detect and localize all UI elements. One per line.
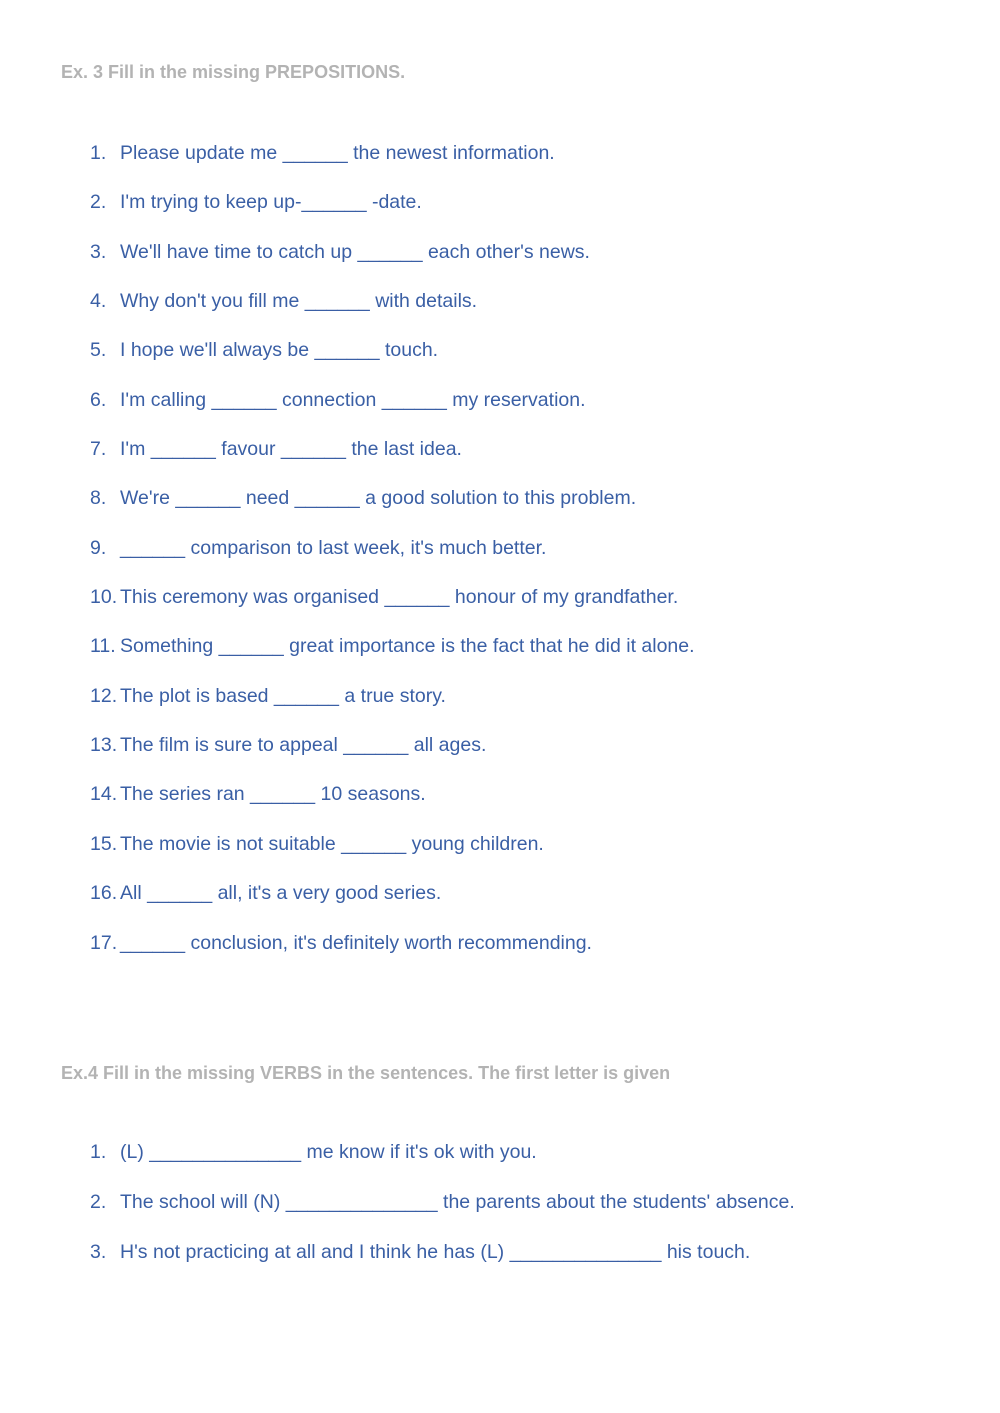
exercise4-title: Ex.4 Fill in the missing VERBS in the sentences. The first letter is given xyxy=(61,1063,671,1083)
exercise3-title: Ex. 3 Fill in the missing PREPOSITIONS. xyxy=(61,62,406,82)
item-number: 2. xyxy=(90,1191,107,1213)
list-item xyxy=(90,290,695,339)
list-item xyxy=(90,1241,795,1291)
item-sentence: I'm trying to keep up-______ -date. xyxy=(120,191,422,214)
item-sentence: Something ______ great importance is the fact that he did it alone. xyxy=(120,635,695,658)
item-number: 8. xyxy=(90,487,107,510)
exercise4-list xyxy=(90,1141,795,1291)
item-number: 11. xyxy=(90,635,116,658)
item-number: 3. xyxy=(90,240,107,263)
item-sentence: The movie is not suitable ______ young children. xyxy=(120,832,544,855)
list-item xyxy=(90,389,695,438)
item-sentence: The school will (N) ______________ the parents about the students' absence. xyxy=(120,1191,795,1213)
list-item xyxy=(90,685,695,734)
item-number: 2. xyxy=(90,191,107,214)
item-number: 1. xyxy=(90,1141,107,1163)
item-sentence: ______ conclusion, it's definitely worth recommending. xyxy=(120,931,592,954)
list-item xyxy=(90,734,695,783)
item-sentence: The plot is based ______ a true story. xyxy=(120,684,446,707)
list-item xyxy=(90,833,695,882)
list-item xyxy=(90,191,695,240)
list-item xyxy=(90,487,695,536)
list-item xyxy=(90,142,695,191)
list-item xyxy=(90,1141,795,1191)
item-number: 3. xyxy=(90,1241,107,1263)
item-number: 1. xyxy=(90,142,107,164)
item-number: 15. xyxy=(90,832,118,855)
list-item xyxy=(90,586,695,635)
item-sentence: H's not practicing at all and I think he has (L) ______________ his touch. xyxy=(120,1241,751,1263)
item-sentence: We're ______ need ______ a good solution to this problem. xyxy=(120,487,637,510)
list-item xyxy=(90,241,695,290)
item-number: 10. xyxy=(90,586,118,609)
list-item xyxy=(90,339,695,388)
item-number: 7. xyxy=(90,438,107,461)
item-sentence: I'm ______ favour ______ the last idea. xyxy=(120,438,462,461)
list-item xyxy=(90,932,695,981)
item-sentence: The series ran ______ 10 seasons. xyxy=(120,783,426,806)
item-sentence: ______ comparison to last week, it's much better. xyxy=(120,536,547,559)
item-sentence: We'll have time to catch up ______ each other's news. xyxy=(120,240,590,263)
item-sentence: (L) ______________ me know if it's ok with you. xyxy=(120,1141,537,1163)
item-number: 6. xyxy=(90,388,107,411)
item-number: 5. xyxy=(90,339,107,362)
item-sentence: I hope we'll always be ______ touch. xyxy=(120,339,439,362)
list-item xyxy=(90,783,695,832)
list-item xyxy=(90,635,695,684)
item-sentence: Why don't you fill me ______ with details. xyxy=(120,290,478,313)
item-number: 9. xyxy=(90,536,107,559)
item-number: 14. xyxy=(90,783,118,806)
item-number: 12. xyxy=(90,684,118,707)
list-item xyxy=(90,537,695,586)
item-number: 17. xyxy=(90,931,118,954)
item-sentence: Please update me ______ the newest information. xyxy=(120,142,555,164)
list-item xyxy=(90,882,695,931)
item-sentence: I'm calling ______ connection ______ my reservation. xyxy=(120,388,586,411)
list-item xyxy=(90,1191,795,1241)
exercise3-list xyxy=(90,142,695,981)
item-number: 16. xyxy=(90,882,118,905)
item-number: 13. xyxy=(90,734,118,757)
item-sentence: All ______ all, it's a very good series. xyxy=(120,882,442,905)
item-sentence: This ceremony was organised ______ honour of my grandfather. xyxy=(120,586,679,609)
list-item xyxy=(90,438,695,487)
item-sentence: The film is sure to appeal ______ all ages. xyxy=(120,734,487,757)
item-number: 4. xyxy=(90,290,107,313)
